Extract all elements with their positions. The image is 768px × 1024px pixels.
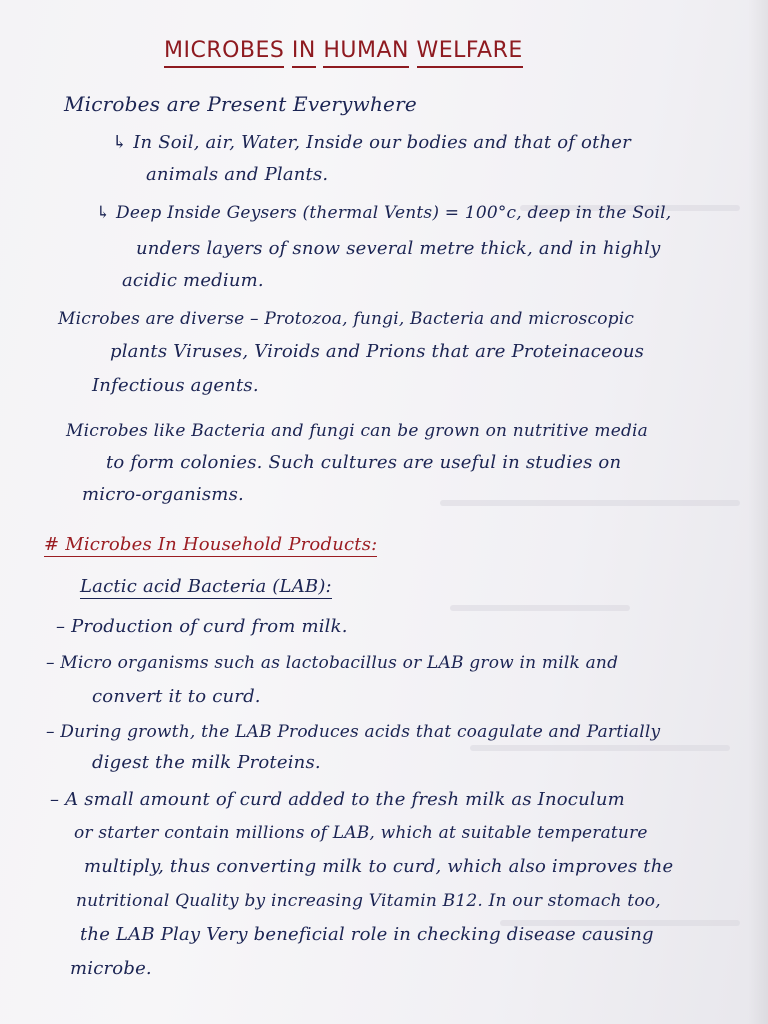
note-line: multiply, thus converting milk to curd, which also improves the [84,856,674,877]
title-word: IN [292,38,316,68]
note-line: microbe. [70,958,152,979]
note-line: – Micro organisms such as lactobacillus or LAB grow in milk and [46,653,619,673]
title-word: WELFARE [417,38,523,68]
title-word: HUMAN [323,38,409,68]
note-line: micro-organisms. [82,484,244,505]
note-line: nutritional Quality by increasing Vitamin B12. In our stomach too, [76,891,661,911]
section-heading-text: # Microbes In Household Products: [44,534,378,555]
note-line: or starter contain millions of LAB, which at suitable temperature [74,823,648,843]
note-line: to form colonies. Such cultures are useful in studies on [106,452,622,473]
note-line: convert it to curd. [92,686,261,707]
note-line: the LAB Play Very beneficial role in checking disease causing [80,924,654,945]
title-word: MICROBES [164,38,284,68]
subheading [80,576,332,597]
note-line: Infectious agents. [92,375,259,396]
bleed-through-mark [450,605,630,611]
note-line: unders layers of snow several metre thick, and in highly [136,238,661,259]
bleed-through-mark [440,500,740,506]
note-line: animals and Plants. [146,164,329,185]
page-title [164,38,523,63]
note-line: digest the milk Proteins. [92,752,321,773]
subheading-text: Lactic acid Bacteria (LAB): [80,576,332,597]
note-line: – During growth, the LAB Produces acids that coagulate and Partially [46,722,661,742]
note-line: plants Viruses, Viroids and Prions that are Proteinaceous [110,341,645,362]
note-line: Microbes like Bacteria and fungi can be grown on nutritive media [66,421,649,441]
note-line: Microbes are diverse – Protozoa, fungi, Bacteria and microscopic [58,309,635,329]
bleed-through-mark [470,745,730,751]
note-line: – Production of curd from milk. [56,616,348,637]
page-edge-shadow [748,0,768,1024]
note-line: ↳ Deep Inside Geysers (thermal Vents) = 100°c, deep in the Soil, [96,203,672,223]
note-line: Microbes are Present Everywhere [64,92,417,116]
note-line: acidic medium. [122,270,264,291]
section-heading [44,534,377,555]
note-line: – A small amount of curd added to the fresh milk as Inoculum [50,789,625,810]
note-line: ↳ In Soil, air, Water, Inside our bodies and that of other [112,132,631,153]
